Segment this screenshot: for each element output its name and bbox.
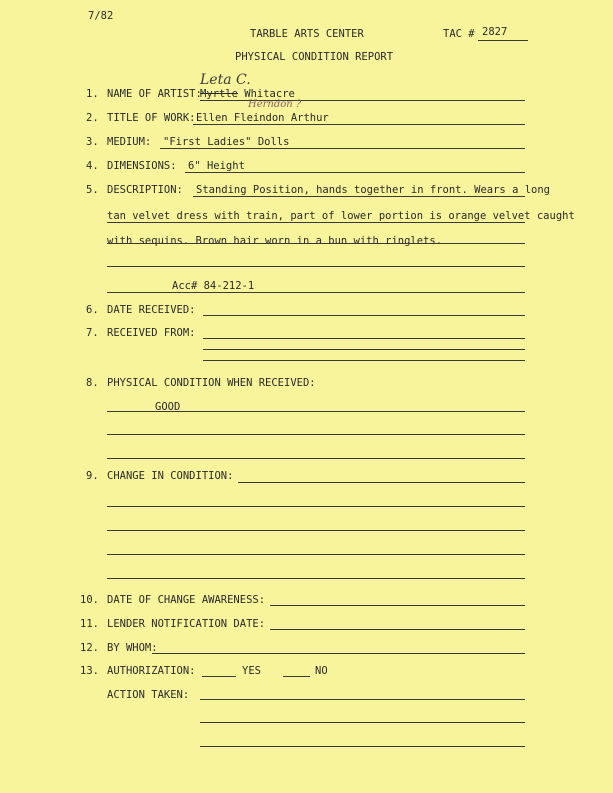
dimensions-value[interactable]: 6" Height — [188, 160, 245, 172]
change-condition-field-4[interactable] — [107, 554, 525, 555]
physical-condition-rule-3[interactable] — [107, 458, 525, 459]
change-condition-field-1[interactable] — [238, 482, 525, 483]
physical-condition-number: 8. — [86, 377, 99, 389]
action-taken-field-3[interactable] — [200, 746, 525, 747]
tac-label: TAC # — [443, 28, 475, 40]
dimensions-number: 4. — [86, 160, 99, 172]
dimensions-label: DIMENSIONS: — [107, 160, 177, 172]
medium-number: 3. — [86, 136, 99, 148]
description-rule-1 — [193, 196, 525, 197]
title-label: TITLE OF WORK: — [107, 112, 196, 124]
lender-notification-label: LENDER NOTIFICATION DATE: — [107, 618, 266, 630]
by-whom-label: BY WHOM: — [107, 642, 158, 654]
action-taken-label: ACTION TAKEN: — [107, 689, 190, 701]
by-whom-field[interactable] — [152, 653, 525, 654]
physical-condition-value[interactable]: GOOD — [155, 401, 181, 413]
description-line-1[interactable]: Standing Position, hands together in front. Wears a long — [196, 184, 551, 196]
lender-notification-number: 11. — [80, 618, 99, 630]
dimensions-line — [185, 172, 525, 173]
artist-number: 1. — [86, 88, 99, 100]
change-condition-field-3[interactable] — [107, 530, 525, 531]
description-rule-3 — [107, 243, 525, 244]
title-line — [193, 124, 525, 125]
authorization-no-label: NO — [315, 665, 328, 677]
title-annotation: Herndon ? — [248, 99, 302, 110]
description-line-3[interactable]: with sequins. Brown hair worn in a bun with ringlets. — [107, 235, 443, 247]
authorization-yes-blank[interactable] — [202, 676, 236, 677]
action-taken-field-2[interactable] — [200, 722, 525, 723]
change-awareness-label: DATE OF CHANGE AWARENESS: — [107, 594, 266, 606]
artist-struck-text: Myrtle — [200, 88, 238, 100]
received-from-field-3[interactable] — [203, 360, 525, 361]
change-condition-number: 9. — [86, 470, 99, 482]
by-whom-number: 12. — [80, 642, 99, 654]
artist-label: NAME OF ARTIST: — [107, 88, 202, 100]
description-number: 5. — [86, 184, 99, 196]
received-from-field-2[interactable] — [203, 349, 525, 350]
medium-value[interactable]: "First Ladies" Dolls — [163, 136, 290, 148]
received-from-number: 7. — [86, 327, 99, 339]
date-received-number: 6. — [86, 304, 99, 316]
description-rule-2 — [107, 222, 525, 223]
org-name: TARBLE ARTS CENTER — [250, 28, 364, 40]
accession-number[interactable]: Acc# 84-212-1 — [172, 280, 255, 292]
artist-value: Whitacre — [244, 88, 295, 100]
tac-number[interactable]: 2827 — [482, 26, 508, 38]
date-received-field[interactable] — [203, 315, 525, 316]
physical-condition-label: PHYSICAL CONDITION WHEN RECEIVED: — [107, 377, 316, 389]
medium-label: MEDIUM: — [107, 136, 152, 148]
change-awareness-number: 10. — [80, 594, 99, 606]
lender-notification-field[interactable] — [270, 629, 525, 630]
description-line-2[interactable]: tan velvet dress with train, part of lower portion is orange velvet caught — [107, 210, 575, 222]
date-code: 7/82 — [88, 10, 114, 22]
authorization-number: 13. — [80, 665, 99, 677]
change-condition-label: CHANGE IN CONDITION: — [107, 470, 234, 482]
page-title: PHYSICAL CONDITION REPORT — [235, 51, 394, 63]
change-condition-field-2[interactable] — [107, 506, 525, 507]
action-taken-field-1[interactable] — [200, 699, 525, 700]
description-label: DESCRIPTION: — [107, 184, 183, 196]
description-rule-5 — [107, 292, 525, 293]
change-awareness-field[interactable] — [270, 605, 525, 606]
medium-line — [160, 148, 525, 149]
authorization-no-blank[interactable] — [283, 676, 310, 677]
received-from-field-1[interactable] — [203, 338, 525, 339]
physical-condition-rule-2[interactable] — [107, 434, 525, 435]
tac-number-line — [478, 40, 528, 41]
title-number: 2. — [86, 112, 99, 124]
artist-annotation: Leta C. — [200, 72, 251, 88]
received-from-label: RECEIVED FROM: — [107, 327, 196, 339]
physical-condition-rule-1 — [107, 411, 525, 412]
description-rule-4 — [107, 266, 525, 267]
authorization-label: AUTHORIZATION: — [107, 665, 196, 677]
change-condition-field-5[interactable] — [107, 578, 525, 579]
authorization-yes-label: YES — [242, 665, 261, 677]
title-value[interactable]: Ellen Fleindon Arthur — [196, 112, 329, 124]
date-received-label: DATE RECEIVED: — [107, 304, 196, 316]
